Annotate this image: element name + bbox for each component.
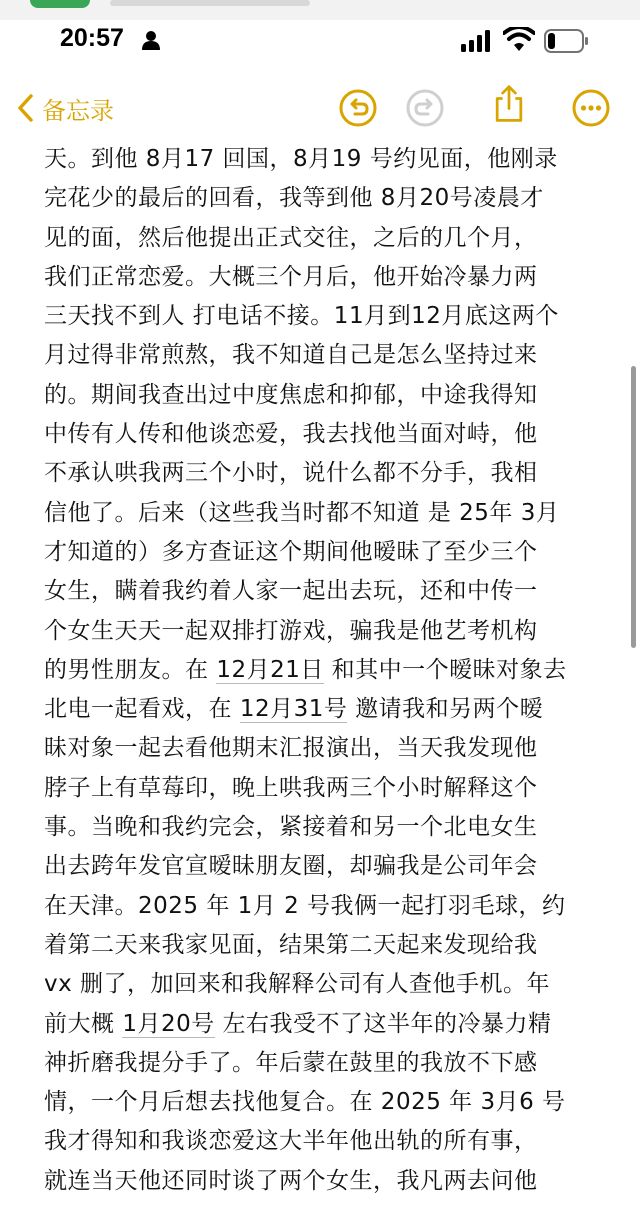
note-text: 在天津。2025 年 1月 2 号我俩一起打羽毛球，约 <box>44 892 566 919</box>
overlay-text-blur <box>110 0 310 6</box>
note-line <box>44 1083 604 1122</box>
note-line <box>44 297 604 336</box>
note-line <box>44 965 604 1004</box>
note-line <box>44 140 604 179</box>
chevron-left-icon <box>16 93 34 123</box>
note-line <box>44 219 604 258</box>
note-line <box>44 376 604 415</box>
underlined-date: 1月20号 <box>122 1010 215 1037</box>
note-line <box>44 258 604 297</box>
note-text: 我们正常恋爱。大概三个月后，他开始冷暴力两 <box>44 263 538 290</box>
battery-icon <box>544 29 590 53</box>
note-text: 不承认哄我两三个小时，说什么都不分手，我相 <box>44 460 538 487</box>
note-line <box>44 651 604 690</box>
note-text: 完花少的最后的回看，我等到他 8月20号凌晨才 <box>44 185 544 212</box>
note-line <box>44 926 604 965</box>
note-text: 见的面，然后他提出正式交往，之后的几个月， <box>44 224 538 251</box>
cellular-signal-icon <box>461 30 493 52</box>
note-line <box>44 1162 604 1201</box>
note-text: 天。到他 8月17 回国，8月19 号约见面，他刚录 <box>44 146 558 172</box>
back-button[interactable] <box>16 88 114 128</box>
note-body[interactable] <box>44 140 604 1201</box>
undo-icon[interactable] <box>338 88 378 128</box>
note-line <box>44 729 604 768</box>
share-icon[interactable] <box>489 84 529 124</box>
note-text: 前大概 <box>44 1010 123 1037</box>
note-text: 出去跨年发官宣暧昧朋友圈，却骗我是公司年会 <box>44 853 538 880</box>
redo-icon[interactable] <box>405 88 445 128</box>
scrollbar[interactable] <box>631 366 636 648</box>
note-line <box>44 336 604 375</box>
note-text: 中传有人传和他谈恋爱，我去找他当面对峙，他 <box>44 421 538 448</box>
note-text: 就连当天他还同时谈了两个女生，我凡两去问他 <box>44 1167 538 1194</box>
underlined-date: 12月31号 <box>239 696 348 723</box>
status-time: 20:57 <box>60 24 124 52</box>
note-line <box>44 1044 604 1083</box>
note-text: 昧对象一起去看他期末汇报演出，当天我发现他 <box>44 735 538 762</box>
note-text: 北电一起看戏，在 <box>44 696 240 723</box>
note-line <box>44 415 604 454</box>
note-line <box>44 612 604 651</box>
note-line <box>44 572 604 611</box>
underlined-date: 12月21日 <box>216 656 324 683</box>
note-text: 脖子上有草莓印，晚上哄我两三个小时解释这个 <box>44 774 538 801</box>
note-line <box>44 769 604 808</box>
note-line <box>44 690 604 729</box>
note-text: 我才得知和我谈恋爱这大半年他出轨的所有事， <box>44 1128 538 1155</box>
note-text: 神折磨我提分手了。年后蒙在鼓里的我放不下感 <box>44 1049 538 1076</box>
person-icon <box>142 30 160 50</box>
note-line <box>44 533 604 572</box>
note-line <box>44 494 604 533</box>
note-text: 月过得非常煎熬，我不知道自己是怎么坚持过来 <box>44 342 538 369</box>
note-text: 三天找不到人 打电话不接。11月到12月底这两个 <box>44 303 559 330</box>
note-text: 左右我受不了这半年的冷暴力精 <box>214 1010 552 1037</box>
more-icon[interactable] <box>571 88 611 128</box>
note-line <box>44 454 604 493</box>
note-text: vx 删了，加回来和我解释公司有人查他手机。年 <box>44 971 551 998</box>
note-text: 情，一个月后想去找他复合。在 2025 年 3月6 号 <box>44 1089 566 1116</box>
note-text: 着第二天来我家见面，结果第二天起来发现给我 <box>44 931 538 958</box>
status-bar <box>0 18 640 66</box>
note-text: 的。期间我查出过中度焦虑和抑郁，中途我得知 <box>44 381 538 408</box>
note-text: 的男性朋友。在 <box>44 656 217 683</box>
wifi-icon <box>503 27 535 53</box>
overlay-badge <box>30 0 90 8</box>
note-line <box>44 179 604 218</box>
note-line <box>44 808 604 847</box>
back-label: 备忘录 <box>42 96 114 125</box>
note-text: 事。当晚和我约完会，紧接着和另一个北电女生 <box>44 814 538 841</box>
note-text: 个女生天天一起双排打游戏，骗我是他艺考机构 <box>44 617 538 644</box>
note-text: 才知道的）多方查证这个期间他暧昧了至少三个 <box>44 538 538 565</box>
note-text: 邀请我和另两个暧 <box>347 696 544 723</box>
note-line <box>44 847 604 886</box>
note-line <box>44 887 604 926</box>
notes-toolbar <box>0 80 640 136</box>
note-text: 信他了。后来（这些我当时都不知道 是 25年 3月 <box>44 499 560 526</box>
note-text: 女生，瞒着我约着人家一起出去玩，还和中传一 <box>44 578 538 605</box>
note-text: 和其中一个暧昧对象去 <box>323 656 567 683</box>
top-overlay-strip <box>0 0 640 20</box>
note-line <box>44 1122 604 1161</box>
note-line <box>44 1005 604 1044</box>
